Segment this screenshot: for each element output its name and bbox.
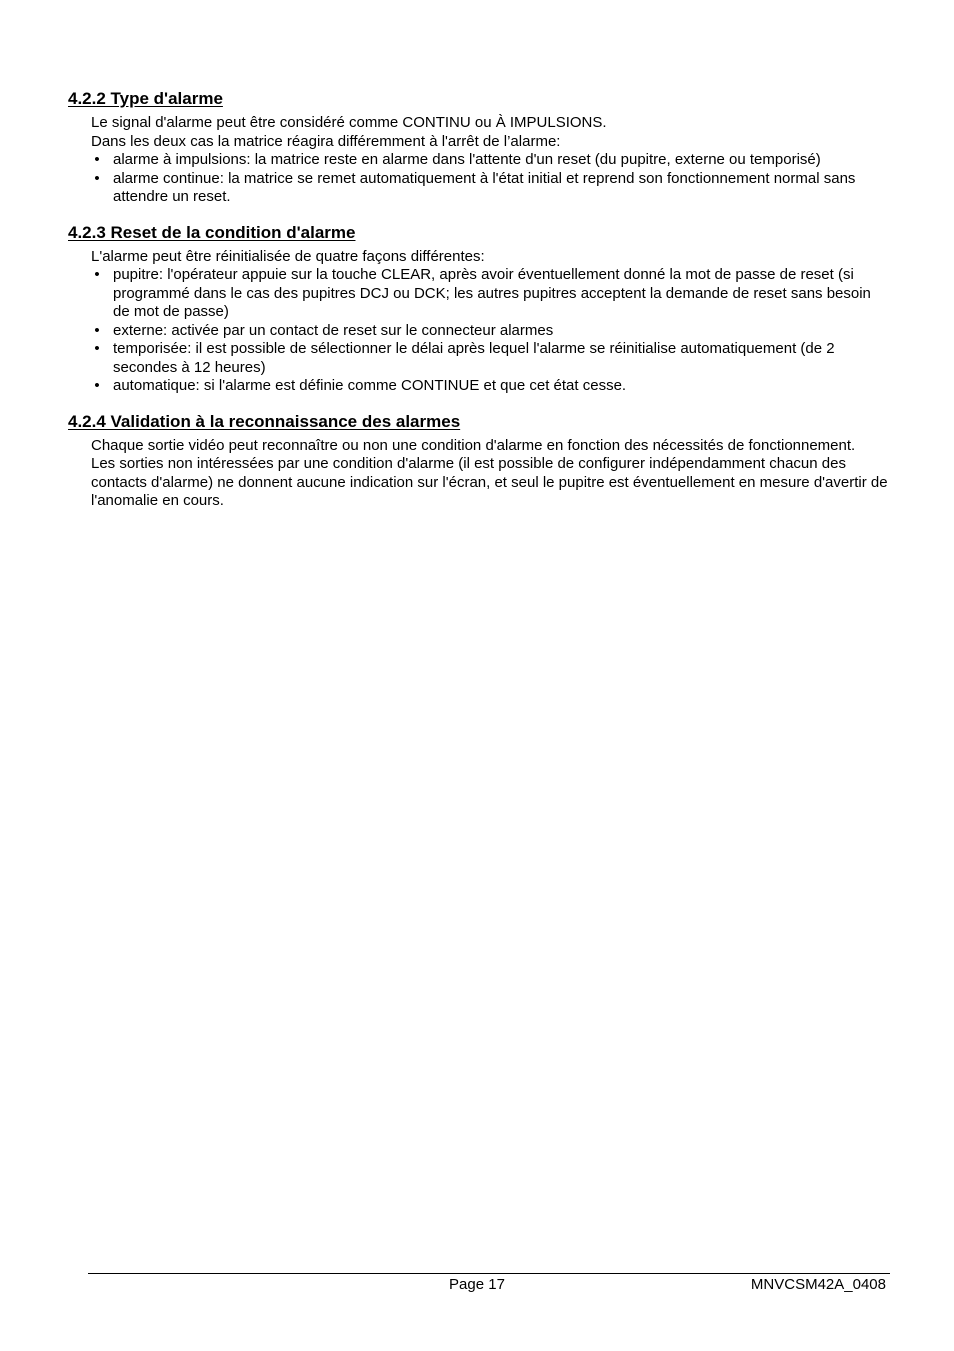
bullet-list — [91, 151, 890, 207]
list-item-text: automatique: si l'alarme est définie comme CONTINUE et que cet état cesse. — [113, 377, 627, 394]
paragraph: Chaque sortie vidéo peut reconnaître ou non une condition d'alarme en fonction des nécessités de fonctionnement. — [91, 436, 856, 454]
section-body — [68, 248, 890, 396]
bullet-list — [91, 266, 890, 396]
section-reset-alarme — [68, 222, 890, 396]
section-type-alarme — [68, 88, 890, 207]
list-item-text: externe: activée par un contact de reset sur le connecteur alarmes — [113, 321, 554, 339]
page-number: Page 17 — [449, 1276, 505, 1293]
section-title: 4.2.3 Reset de la condition d'alarme — [68, 222, 356, 242]
section-body — [68, 114, 890, 207]
list-item-text: alarme continue: la matrice se remet automatiquement à l'état initial et reprend son fonctionnement normal sans attendre un reset. — [113, 169, 856, 205]
list-item — [91, 322, 890, 341]
paragraph: Dans les deux cas la matrice réagira différemment à l'arrêt de l’alarme: — [91, 132, 561, 150]
bullet-icon: • — [94, 321, 100, 339]
list-item-text: temporisée: il est possible de sélectionner le délai après lequel l'alarme se réinitialise automatiquement (de 2 secondes à 12 heures) — [113, 340, 835, 376]
section-body — [68, 437, 890, 511]
section-title: 4.2.2 Type d'alarme — [68, 89, 223, 108]
list-item — [91, 151, 890, 170]
bullet-icon: • — [94, 340, 100, 357]
list-item — [91, 340, 890, 377]
section-validation-alarmes — [68, 411, 890, 511]
paragraph: Les sorties non intéressées par une condition d'alarme (il est possible de configurer indépendamment chacun des contacts d'alarme) ne donnent aucune indication sur l'écran, et seul le pupitre est éventuellement en mesure d'avertir de l'anomalie en cours. — [91, 455, 888, 509]
document-code: MNVCSM42A_0408 — [750, 1276, 886, 1293]
bullet-icon: • — [94, 377, 100, 394]
list-item — [91, 170, 890, 207]
list-item — [91, 266, 890, 322]
list-item-text: alarme à impulsions: la matrice reste en alarme dans l'attente d'un reset (du pupitre, externe ou temporisé) — [113, 151, 821, 168]
list-item — [91, 377, 890, 396]
list-item-text: pupitre: l'opérateur appuie sur la touche CLEAR, après avoir éventuellement donné la mot de passe de reset (si programmé dans le cas des pupitres DCJ ou DCK; les autres pupitres acceptent la demande de reset sans besoin de mot de passe) — [113, 266, 871, 320]
footer-divider — [88, 1273, 890, 1274]
bullet-icon: • — [94, 169, 100, 187]
document-body — [68, 88, 890, 526]
paragraph: L'alarme peut être réinitialisée de quatre façons différentes: — [91, 247, 485, 265]
bullet-icon: • — [94, 266, 100, 283]
paragraph: Le signal d'alarme peut être considéré comme CONTINU ou À IMPULSIONS. — [91, 114, 607, 131]
bullet-icon: • — [94, 151, 100, 168]
section-title: 4.2.4 Validation à la reconnaissance des alarmes — [68, 411, 461, 431]
